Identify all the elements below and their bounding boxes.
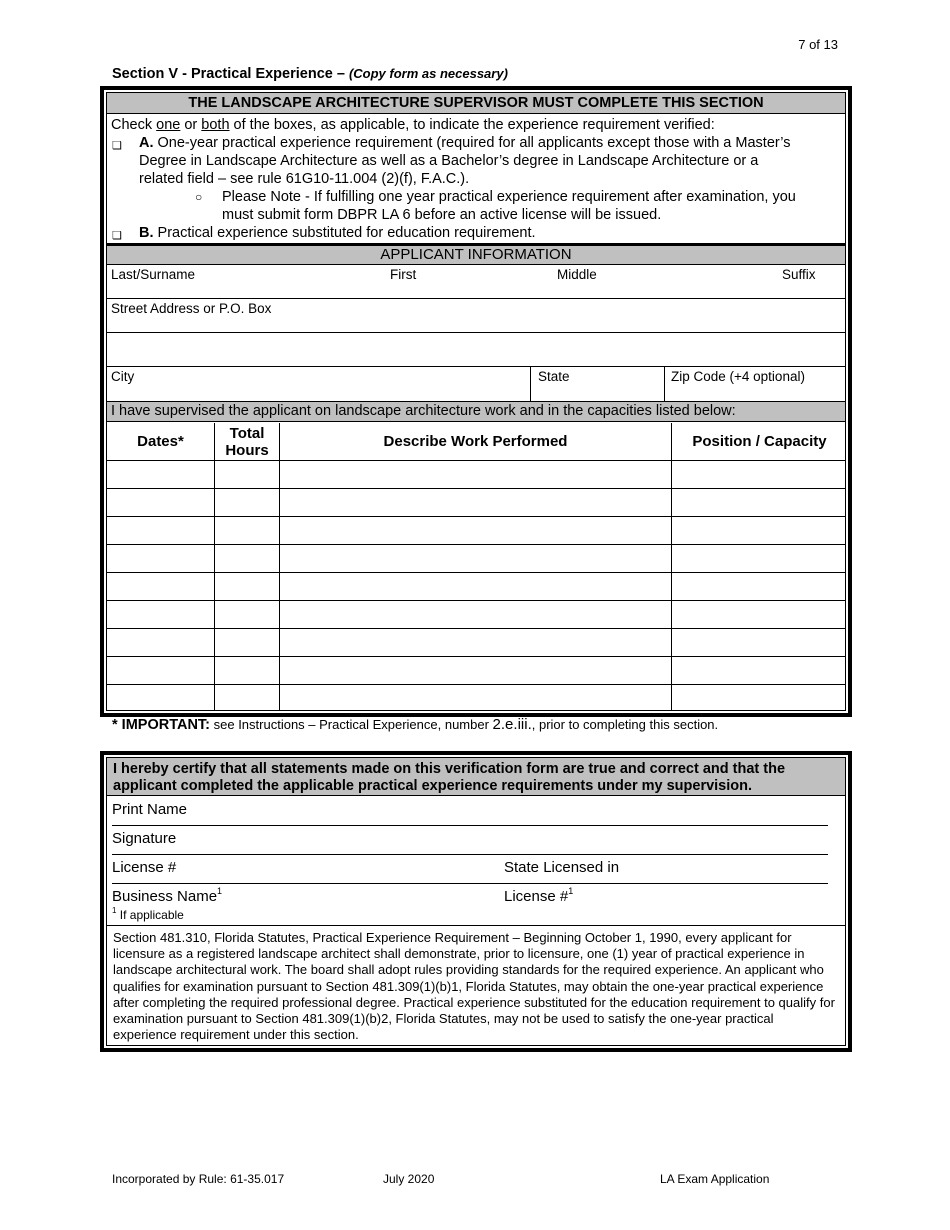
work-table	[107, 423, 845, 710]
footer-form: LA Exam Application	[660, 1172, 770, 1186]
certification-statement: I hereby certify that all statements made on this verification form are true and correct and that the applicant completed the applicable practical experience requirements under my supervision.	[107, 758, 845, 796]
statute-text: Section 481.310, Florida Statutes, Practical Experience Requirement – Beginning October 1, 1990, every applicant for licensure as a registered landscape architect shall demonstrate, prior to licensure, one (1) year of practical experience in landscape architectural work. The board shall adopt rules providing standards for the required experience. An applicant who qualifies for examination pursuant to Section 481.309(1)(b)1, Florida Statutes, may obtain the one-year practical experience after completing the required professional degree. Practical experience substituted for the education requirement to qualify for examination pursuant to Section 481.309(1)(b)2, Florida Statutes, may not be used to satisfy the one-year practical experience requirement under this section.	[107, 925, 845, 1043]
business-name-label: Business Name$^1$	[112, 886, 223, 905]
note-bullet: ○	[195, 190, 203, 204]
option-a-line3: related field – see rule 61G10-11.004 (2)(f), F.A.C.).	[139, 171, 470, 187]
certification-form	[100, 751, 852, 1052]
supervised-statement: I have supervised the applicant on landscape architecture work and in the capacities listed below:	[107, 402, 845, 422]
option-a-text: A. One-year practical experience requirement (required for all applicants except those with a Master’s	[139, 135, 791, 151]
applicant-info-header: APPLICANT INFORMATION	[107, 246, 845, 265]
footer-date: July 2020	[383, 1172, 435, 1186]
business-row[interactable]	[112, 884, 828, 924]
license-row[interactable]	[112, 855, 828, 884]
print-name-field[interactable]	[112, 797, 828, 826]
table-row[interactable]	[107, 517, 845, 544]
col-position: Position / Capacity	[692, 433, 827, 450]
important-note: * IMPORTANT: see Instructions – Practical Experience, number 2.e.iii., prior to completing this section.	[112, 716, 719, 733]
option-b-text: B. Practical experience substituted for education requirement.	[139, 225, 536, 241]
check-instruction: Check one or both of the boxes, as applicable, to indicate the experience requirement verified:	[111, 117, 715, 133]
table-row[interactable]	[107, 573, 845, 600]
note-line2: must submit form DBPR LA 6 before an active license will be issued.	[222, 207, 662, 223]
last-name-label: Last/Surname	[111, 267, 196, 282]
middle-name-label: Middle	[557, 267, 597, 282]
zip-label: Zip Code (+4 optional)	[671, 369, 805, 384]
section-title	[112, 66, 508, 82]
table-row[interactable]	[107, 629, 845, 656]
street-row[interactable]	[107, 299, 845, 333]
table-row[interactable]	[107, 489, 845, 516]
experience-requirement-checks	[107, 114, 845, 243]
table-row[interactable]	[107, 461, 845, 488]
option-a-checkbox[interactable]: ❑	[112, 140, 122, 152]
signature-label: Signature	[112, 830, 177, 847]
city-row	[107, 367, 845, 402]
col-dates: Dates*	[137, 433, 184, 450]
name-row[interactable]	[107, 265, 845, 299]
first-name-label: First	[390, 267, 417, 282]
city-state-divider	[530, 367, 531, 402]
table-row[interactable]	[107, 657, 845, 684]
col-work-performed: Describe Work Performed	[383, 433, 568, 450]
option-b-checkbox[interactable]: ❑	[112, 230, 122, 242]
note-line1: Please Note - If fulfilling one year practical experience requirement after examination, you	[222, 189, 796, 205]
supervisor-header: THE LANDSCAPE ARCHITECTURE SUPERVISOR MUST COMPLETE THIS SECTION	[107, 93, 845, 114]
footer-rule: Incorporated by Rule: 61-35.017	[112, 1172, 285, 1186]
city-label: City	[111, 369, 135, 384]
page-number: 7 of 13	[798, 37, 838, 52]
table-row[interactable]	[107, 601, 845, 628]
state-zip-divider	[664, 367, 665, 402]
state-licensed-label: State Licensed in	[504, 859, 620, 876]
suffix-label: Suffix	[782, 267, 816, 282]
signature-field[interactable]	[112, 826, 828, 855]
section-note: (Copy form as necessary)	[348, 66, 508, 81]
table-row[interactable]	[107, 685, 845, 712]
footnote: $^1$ If applicable	[112, 906, 184, 922]
state-label: State	[538, 369, 570, 384]
table-row[interactable]	[107, 545, 845, 572]
section-title-text: Section V - Practical Experience –	[112, 66, 345, 82]
street-label: Street Address or P.O. Box	[111, 301, 272, 316]
license-label: License #	[112, 859, 177, 876]
street-row-2[interactable]	[107, 333, 845, 367]
option-a-line2: Degree in Landscape Architecture as well as a Bachelor’s degree in Landscape Architecture or a	[139, 153, 759, 169]
col-total-hours: Total Hours	[225, 424, 269, 459]
practical-experience-form	[100, 86, 852, 717]
license2-label: License #$^1$	[504, 886, 574, 905]
print-name-label: Print Name	[112, 801, 188, 818]
